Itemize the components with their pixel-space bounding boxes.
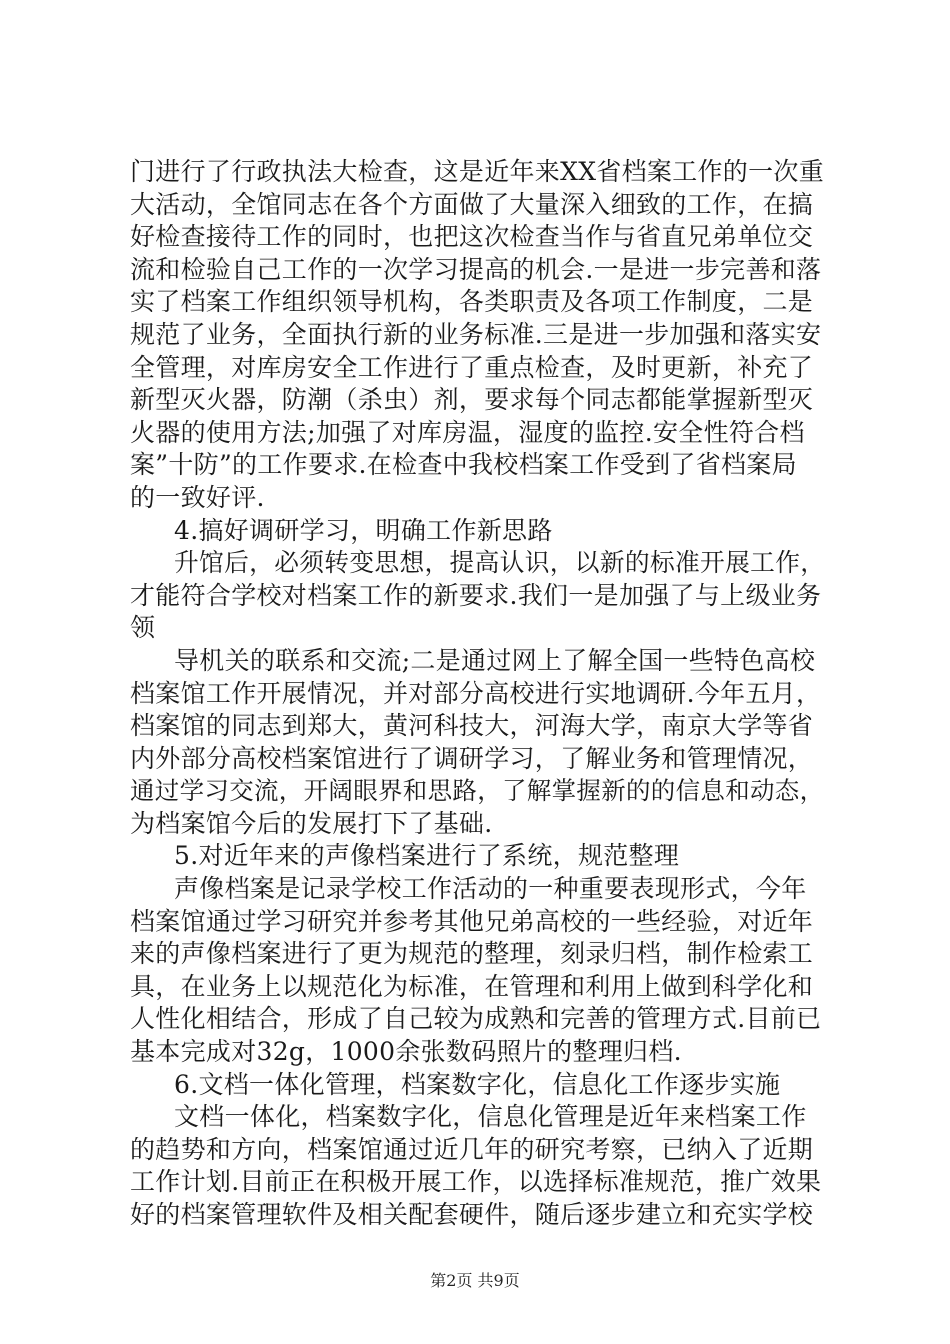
- text-line: 5.对近年来的声像档案进行了系统，规范整理: [174, 841, 680, 871]
- text-line: 火器的使用方法;加强了对库房温，湿度的监控.安全性符合档: [130, 417, 805, 447]
- text-line: 好检查接待工作的同时，也把这次检查当作与省直兄弟单位交: [130, 222, 814, 252]
- text-line: 好的档案管理软件及相关配套硬件，随后逐步建立和充实学校: [130, 1200, 814, 1229]
- text-line: 导机关的联系和交流;二是通过网上了解全国一些特色高校: [174, 645, 816, 675]
- text-line: 基本完成对32g，1000余张数码照片的整理归档.: [130, 1037, 682, 1067]
- text-line: 流和检验自己工作的一次学习提高的机会.一是进一步完善和落: [130, 254, 822, 284]
- text-line: 的一致好评.: [130, 482, 265, 512]
- text-line: 新型灭火器，防潮（杀虫）剂，要求每个同志都能掌握新型灭: [130, 385, 814, 415]
- text-line: 档案馆的同志到郑大，黄河科技大，河海大学，南京大学等省: [130, 711, 814, 741]
- text-line: 实了档案工作组织领导机构，各类职责及各项工作制度，二是: [130, 287, 814, 317]
- text-line: 升馆后，必须转变思想，提高认识，以新的标准开展工作，: [174, 548, 826, 578]
- text-line: 档案馆工作开展情况，并对部分高校进行实地调研.今年五月，: [130, 678, 822, 708]
- text-line: 大活动，全馆同志在各个方面做了大量深入细致的工作，在搞: [130, 189, 814, 219]
- text-line: 来的声像档案进行了更为规范的整理，刻录归档，制作检索工: [130, 939, 814, 969]
- document-body: [130, 156, 830, 1232]
- text-line: 声像档案是记录学校工作活动的一种重要表现形式，今年: [174, 874, 807, 904]
- text-line: 领: [130, 613, 156, 643]
- text-line: 工作计划.目前正在积极开展工作，以选择标准规范，推广效果: [130, 1167, 822, 1197]
- text-line: 通过学习交流，开阔眼界和思路，了解掌握新的的信息和动态，: [130, 776, 825, 806]
- text-line: 具，在业务上以规范化为标准，在管理和利用上做到科学化和: [130, 971, 814, 1001]
- text-line: 才能符合学校对档案工作的新要求.我们一是加强了与上级业务: [130, 580, 822, 610]
- page-footer: 第2页 共9页: [430, 1271, 520, 1290]
- text-line: 内外部分高校档案馆进行了调研学习，了解业务和管理情况，: [130, 743, 814, 773]
- text-line: 门进行了行政执法大检查，这是近年来XX省档案工作的一次重: [130, 157, 824, 186]
- text-line: 规范了业务，全面执行新的业务标准.三是进一步加强和落实安: [130, 319, 822, 349]
- text-line: 4.搞好调研学习，明确工作新思路: [174, 515, 553, 545]
- text-line: 的趋势和方向，档案馆通过近几年的研究考察，已纳入了近期: [130, 1134, 814, 1164]
- text-line: 案”十防”的工作要求.在检查中我校档案工作受到了省档案局: [130, 450, 797, 480]
- text-line: 为档案馆今后的发展打下了基础.: [130, 808, 493, 838]
- text-line: 文档一体化，档案数字化，信息化管理是近年来档案工作: [174, 1102, 807, 1132]
- text-line: 6.文档一体化管理，档案数字化，信息化工作逐步实施: [174, 1069, 781, 1099]
- text-line: 人性化相结合，形成了自己较为成熟和完善的管理方式.目前已: [130, 1004, 822, 1034]
- text-line: 档案馆通过学习研究并参考其他兄弟高校的一些经验，对近年: [130, 906, 814, 936]
- text-line: 全管理，对库房安全工作进行了重点检查，及时更新，补充了: [130, 352, 814, 382]
